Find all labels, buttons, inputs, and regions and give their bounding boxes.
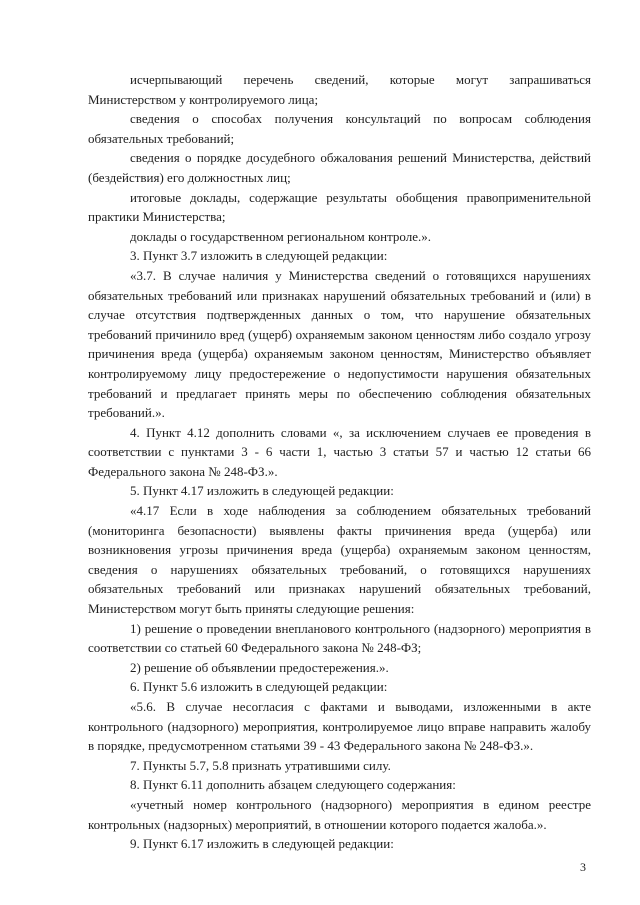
paragraph: «учетный номер контрольного (надзорного) мероприятия в едином реестре контрольных (надзорных) мероприятий, в отношении которого подается жалоба.». bbox=[88, 796, 591, 832]
paragraph: 5. Пункт 4.17 изложить в следующей редакции: bbox=[130, 483, 394, 499]
paragraph: 8. Пункт 6.11 дополнить абзацем следующего содержания: bbox=[130, 777, 456, 793]
paragraph: 9. Пункт 6.17 изложить в следующей редакции: bbox=[130, 836, 394, 852]
paragraph: сведения о способах получения консультаций по вопросам соблюдения обязательных требований; bbox=[88, 111, 591, 146]
paragraph: доклады о государственном региональном контроле.». bbox=[130, 228, 431, 244]
paragraph: 4. Пункт 4.12 дополнить словами «, за исключением случаев ее проведения в соответствии с пунктами 3 - 6 части 1, частью 3 статьи 57 и частью 12 статьи 66 Федерального закона № 248-ФЗ.». bbox=[88, 424, 591, 479]
paragraph: сведения о порядке досудебного обжалования решений Министерства, действий (бездействия) его должностных лиц; bbox=[88, 150, 591, 185]
paragraph: 6. Пункт 5.6 изложить в следующей редакции: bbox=[130, 679, 388, 695]
paragraph: «3.7. В случае наличия у Министерства сведений о готовящихся нарушениях обязательных требований или признаках нарушений обязательных требований и (или) в случае отсутствия подтвержденных данных о том, что нарушение обязательных требований причинило вред (ущерб) охраняемым законом ценностям либо создало угрозу причинения вреда (ущерба) охраняемым законом ценностям, Министерство объявляет контролируемому лицу предостережение о недопустимости нарушения обязательных требований и предлагает принять меры по обеспечению соблюдения обязательных требований.». bbox=[88, 267, 591, 421]
paragraph: исчерпывающий перечень сведений, которые могут запрашиваться Министерством у контролируемого лица; bbox=[88, 72, 591, 107]
paragraph: «4.17 Если в ходе наблюдения за соблюдением обязательных требований (мониторинга безопасности) выявлены факты причинения вреда (ущерба) или возникновения угрозы причинения вреда (ущерба) охраняемым законом ценностям, сведения о нарушениях обязательных требований, о готовящихся нарушениях обязательных требований или признаках нарушений обязательных требований, Министерством могут быть приняты следующие решения: bbox=[88, 503, 591, 617]
document-body bbox=[88, 70, 591, 854]
paragraph: 3. Пункт 3.7 изложить в следующей редакции: bbox=[130, 248, 388, 264]
paragraph: итоговые доклады, содержащие результаты обобщения правоприменительной практики Министерства; bbox=[88, 189, 591, 225]
paragraph: 2) решение об объявлении предостережения.». bbox=[130, 659, 389, 675]
paragraph: 7. Пункты 5.7, 5.8 признать утратившими силу. bbox=[130, 757, 391, 773]
paragraph: 1) решение о проведении внепланового контрольного (надзорного) мероприятия в соответствии со статьей 60 Федерального закона № 248-ФЗ; bbox=[88, 620, 591, 656]
page-number: 3 bbox=[580, 860, 586, 874]
paragraph: «5.6. В случае несогласия с фактами и выводами, изложенными в акте контрольного (надзорного) мероприятия, контролируемое лицо вправе направить жалобу в порядке, предусмотренном статьями 39 - 43 Федерального закона № 248-ФЗ.». bbox=[88, 699, 591, 754]
